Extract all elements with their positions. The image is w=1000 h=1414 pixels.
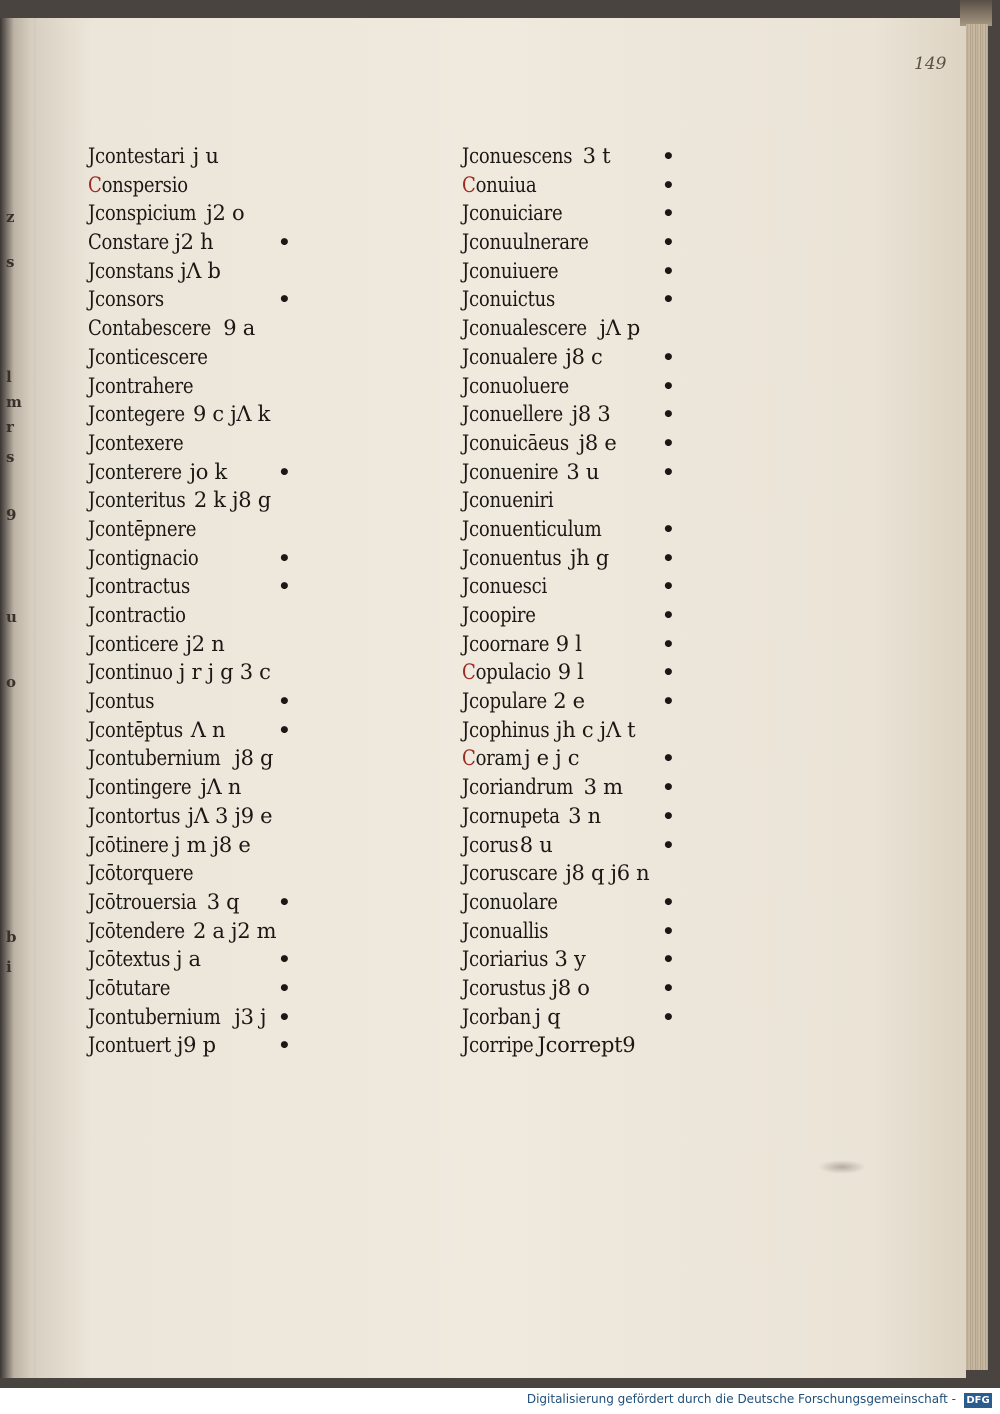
index-term: Jcophinus xyxy=(462,717,550,742)
paragraph-dot: • xyxy=(662,545,675,570)
folio-number: 149 xyxy=(914,54,947,74)
index-reference: Λ n xyxy=(190,717,226,742)
index-reference: 2 k j8 g xyxy=(193,488,271,513)
index-entry xyxy=(88,199,276,228)
index-reference: j a xyxy=(175,947,201,972)
index-entry xyxy=(462,458,675,487)
index-entry xyxy=(88,630,276,659)
index-reference: jh c jΛ t xyxy=(556,717,636,742)
index-reference: j e j c xyxy=(524,746,580,771)
index-term: Jconuiciare xyxy=(462,201,563,226)
index-term: Jcontexere xyxy=(88,430,184,455)
index-entry xyxy=(88,744,276,773)
index-entry xyxy=(88,458,291,487)
paragraph-dot: • xyxy=(278,287,291,312)
index-reference: j9 p xyxy=(176,1033,216,1058)
index-entry xyxy=(88,658,276,687)
index-term: Jcontestari xyxy=(88,144,185,168)
rubricated-initial: C xyxy=(462,660,476,685)
index-term: Jcōtextus xyxy=(88,947,171,972)
index-entry xyxy=(462,630,675,659)
previous-leaf-fragment: s xyxy=(6,253,15,271)
paragraph-dot: • xyxy=(662,459,675,484)
index-term: Jconuolare xyxy=(462,889,558,914)
index-entry xyxy=(88,544,291,573)
index-entry xyxy=(462,888,675,917)
index-term: Jcontubernium xyxy=(88,1004,221,1029)
index-entry xyxy=(88,572,291,601)
index-reference: 3 u xyxy=(566,459,600,484)
index-reference: j8 g xyxy=(234,746,274,771)
index-term: Jcontignacio xyxy=(88,545,199,570)
index-term: Jcoornare xyxy=(462,631,550,656)
index-reference: j8 q j6 n xyxy=(565,861,650,886)
index-term: Jconticere xyxy=(88,631,179,656)
index-term: Jconstans xyxy=(88,258,174,283)
paragraph-dot: • xyxy=(662,1004,675,1029)
index-entry xyxy=(88,515,276,544)
page-stack-top xyxy=(960,0,992,26)
index-entry xyxy=(88,429,276,458)
rubricated-initial: C xyxy=(88,172,102,197)
index-term: Jcōtorquere xyxy=(88,861,194,886)
index-entry xyxy=(462,1031,649,1060)
index-term: Jcorban xyxy=(462,1004,532,1029)
index-term: Jconuenire xyxy=(462,459,559,484)
index-reference: 2 e xyxy=(553,689,585,714)
paragraph-dot: • xyxy=(662,201,675,226)
index-entry xyxy=(462,572,675,601)
index-term: Jcontortus xyxy=(88,803,181,828)
index-entry xyxy=(462,601,675,630)
index-term: Conuiua xyxy=(462,172,537,197)
paragraph-dot: • xyxy=(278,975,291,1000)
index-term: Jconuallis xyxy=(462,918,549,943)
index-term: Jconuiuere xyxy=(462,258,559,283)
index-reference: jΛ 3 j9 e xyxy=(187,803,273,828)
paragraph-dot: • xyxy=(662,803,675,828)
index-entry xyxy=(88,687,291,716)
index-entry xyxy=(88,314,276,343)
index-entry xyxy=(462,171,675,200)
index-entry xyxy=(462,859,649,888)
footer-funding-note: Digitalisierung gefördert durch die Deutsche Forschungsgemeinschaft - xyxy=(526,1392,956,1406)
paragraph-dot: • xyxy=(662,631,675,656)
paragraph-dot: • xyxy=(278,1033,291,1058)
index-entry xyxy=(88,257,276,286)
index-term: Jcoriandrum xyxy=(462,775,574,800)
previous-leaf-fragment: z xyxy=(6,208,15,226)
index-entry xyxy=(88,285,291,314)
index-term: Jcōtendere xyxy=(88,918,185,943)
index-term: Jcoriarius xyxy=(462,947,549,972)
previous-leaf-fragment: r xyxy=(6,418,14,436)
index-reference: 9 a xyxy=(223,316,255,341)
ink-smudge xyxy=(818,1160,866,1174)
index-term: Jcontractio xyxy=(88,603,186,627)
index-entry xyxy=(88,802,276,831)
paragraph-dot: • xyxy=(278,889,291,914)
index-entry xyxy=(88,831,276,860)
index-reference: j q xyxy=(534,1004,561,1029)
paragraph-dot: • xyxy=(662,172,675,197)
index-entry xyxy=(88,773,276,802)
index-entry xyxy=(462,917,675,946)
index-reference: 2 a j2 m xyxy=(192,918,277,943)
index-reference: 9 c jΛ k xyxy=(192,402,271,427)
paragraph-dot: • xyxy=(278,545,291,570)
index-term: Jconticescere xyxy=(88,344,208,369)
index-entry xyxy=(462,486,649,515)
index-entry xyxy=(462,716,649,745)
index-term: Jcontinuo xyxy=(88,660,173,685)
index-term: Conspersio xyxy=(88,172,188,197)
paragraph-dot: • xyxy=(662,947,675,972)
index-reference: Jcorrept9 xyxy=(537,1033,636,1058)
index-term: Jcontus xyxy=(88,689,155,714)
index-entry xyxy=(462,199,675,228)
index-reference: jΛ b xyxy=(180,258,221,283)
paragraph-dot: • xyxy=(662,144,675,168)
paragraph-dot: • xyxy=(662,516,675,541)
index-entry xyxy=(462,400,675,429)
index-reference: j8 e xyxy=(578,430,617,455)
index-reference: 8 u xyxy=(519,832,553,857)
index-entry xyxy=(462,285,675,314)
index-term: Jconualere xyxy=(462,344,558,369)
index-reference: j m j8 e xyxy=(174,832,251,857)
index-reference: 3 m xyxy=(583,775,623,800)
index-reference: j r j g 3 c xyxy=(178,660,271,685)
index-term: Jcontēptus xyxy=(88,717,183,742)
index-entry xyxy=(462,802,675,831)
index-reference: j8 o xyxy=(551,975,590,1000)
index-reference: 3 t xyxy=(582,144,611,168)
paragraph-dot: • xyxy=(662,975,675,1000)
index-term: Jcontēpnere xyxy=(88,516,197,541)
paragraph-dot: • xyxy=(662,402,675,427)
paragraph-dot: • xyxy=(662,889,675,914)
index-term: Coram xyxy=(462,746,522,771)
index-entry xyxy=(88,228,291,257)
index-term: Jconterere xyxy=(88,459,182,484)
index-entry xyxy=(88,372,276,401)
index-reference: j2 h xyxy=(174,230,214,255)
index-term: Jcōtinere xyxy=(88,832,169,857)
index-term: Jcorustus xyxy=(462,975,546,1000)
index-term: Jconuentus xyxy=(462,545,562,570)
rubricated-initial: C xyxy=(462,172,476,197)
dfg-logo: DFG xyxy=(964,1393,992,1408)
index-term: Jconueniri xyxy=(462,488,554,513)
index-reference: jh g xyxy=(569,545,609,570)
index-entry xyxy=(462,314,649,343)
index-reference: j2 o xyxy=(206,201,245,226)
paragraph-dot: • xyxy=(278,947,291,972)
index-entry xyxy=(88,171,276,200)
index-term: Jconuenticulum xyxy=(462,516,602,541)
index-term: Constare xyxy=(88,230,169,255)
paragraph-dot: • xyxy=(662,230,675,255)
index-entry xyxy=(88,486,276,515)
index-entry xyxy=(88,343,276,372)
index-term: Jcontubernium xyxy=(88,746,221,771)
index-term: Jconspicium xyxy=(88,201,197,226)
index-entry xyxy=(88,1003,291,1032)
paragraph-dot: • xyxy=(278,459,291,484)
paragraph-dot: • xyxy=(662,430,675,455)
index-entry xyxy=(462,544,675,573)
index-entry xyxy=(88,859,276,888)
index-entry xyxy=(88,400,276,429)
index-term: Jconualescere xyxy=(462,316,587,341)
index-reference: j u xyxy=(192,144,219,168)
previous-leaf-fragment: i xyxy=(6,958,12,976)
index-term: Jcopulare xyxy=(462,689,547,714)
paragraph-dot: • xyxy=(278,1004,291,1029)
paragraph-dot: • xyxy=(662,918,675,943)
previous-leaf-fragment: 9 xyxy=(6,506,17,524)
index-term: Jcōtrouersia xyxy=(88,889,197,914)
index-reference: j8 c xyxy=(565,344,603,369)
index-entry xyxy=(88,888,291,917)
paragraph-dot: • xyxy=(662,689,675,714)
index-entry xyxy=(462,142,675,171)
previous-leaf-fragment: s xyxy=(6,448,15,466)
index-entry xyxy=(462,831,675,860)
previous-leaf-fragment: o xyxy=(6,673,17,691)
index-term: Jconuicāeus xyxy=(462,430,569,455)
index-term: Contabescere xyxy=(88,316,211,341)
index-reference: j2 n xyxy=(185,631,225,656)
index-entry xyxy=(462,687,675,716)
index-reference: 3 q xyxy=(206,889,240,914)
paragraph-dot: • xyxy=(662,775,675,800)
previous-leaf-fragment: b xyxy=(6,928,17,946)
paragraph-dot: • xyxy=(662,603,675,627)
index-entry xyxy=(462,429,675,458)
index-term: Jcoruscare xyxy=(462,861,558,886)
footer-bar xyxy=(0,1388,1000,1414)
index-reference: 9 l xyxy=(555,631,582,656)
index-term: Jcorripe xyxy=(462,1033,534,1058)
index-entry xyxy=(462,1003,675,1032)
index-reference: j8 3 xyxy=(571,402,611,427)
paragraph-dot: • xyxy=(662,344,675,369)
index-term: Jcontuert xyxy=(88,1033,172,1058)
index-term: Jcornupeta xyxy=(462,803,560,828)
previous-leaf-fragment: l xyxy=(6,368,12,386)
right-column xyxy=(462,142,675,1060)
index-term: Jcontrahere xyxy=(88,373,194,398)
index-entry xyxy=(88,917,276,946)
index-reference: j3 j xyxy=(234,1004,267,1029)
index-entry xyxy=(88,1031,291,1060)
index-term: Jconuictus xyxy=(462,287,555,312)
paragraph-dot: • xyxy=(662,287,675,312)
index-entry xyxy=(462,658,675,687)
index-entry xyxy=(462,372,675,401)
index-reference: jΛ n xyxy=(200,775,242,800)
index-entry xyxy=(462,945,675,974)
left-column xyxy=(88,142,291,1060)
paragraph-dot: • xyxy=(662,258,675,283)
paragraph-dot: • xyxy=(662,832,675,857)
index-entry xyxy=(88,974,291,1003)
index-term: Jconuellere xyxy=(462,402,563,427)
paragraph-dot: • xyxy=(662,373,675,398)
previous-leaf-fragment: u xyxy=(6,608,17,626)
paragraph-dot: • xyxy=(662,574,675,599)
index-entry xyxy=(462,744,675,773)
index-term: Jconuescens xyxy=(462,144,573,168)
index-term: Jcoopire xyxy=(462,603,536,627)
index-term: Jcorus xyxy=(462,832,519,857)
index-term: Jconsors xyxy=(88,287,164,312)
index-entry xyxy=(88,142,276,171)
index-reference: 3 n xyxy=(568,803,601,828)
paragraph-dot: • xyxy=(662,660,675,685)
index-entry xyxy=(88,716,291,745)
index-entry xyxy=(462,257,675,286)
rubricated-initial: C xyxy=(462,746,476,771)
paragraph-dot: • xyxy=(662,746,675,771)
index-entry xyxy=(462,773,675,802)
index-term: Jcontractus xyxy=(88,574,190,599)
index-term: Jconuoluere xyxy=(462,373,569,398)
index-entry xyxy=(88,601,276,630)
index-term: Jcontingere xyxy=(88,775,192,800)
index-term: Jconuulnerare xyxy=(462,230,589,255)
index-reference: jo k xyxy=(189,459,227,484)
paragraph-dot: • xyxy=(278,689,291,714)
previous-leaf-fragment: m xyxy=(6,393,22,411)
index-entry xyxy=(88,945,291,974)
index-term: Jconteritus xyxy=(88,488,186,513)
index-term: Jconuesci xyxy=(462,574,548,599)
index-reference: jΛ p xyxy=(599,316,641,341)
index-entry xyxy=(462,515,675,544)
index-entry xyxy=(462,228,675,257)
paragraph-dot: • xyxy=(278,574,291,599)
index-term: Jcōtutare xyxy=(88,975,171,1000)
previous-leaf-edge xyxy=(0,18,40,1378)
page-stack-edges xyxy=(966,24,988,1370)
index-reference: 9 l xyxy=(557,660,584,685)
paragraph-dot: • xyxy=(278,717,291,742)
index-entry xyxy=(462,974,675,1003)
index-reference: 3 y xyxy=(554,947,586,972)
paragraph-dot: • xyxy=(278,230,291,255)
index-entry xyxy=(462,343,675,372)
index-term: Copulacio xyxy=(462,660,551,685)
index-term: Jcontegere xyxy=(88,402,185,427)
